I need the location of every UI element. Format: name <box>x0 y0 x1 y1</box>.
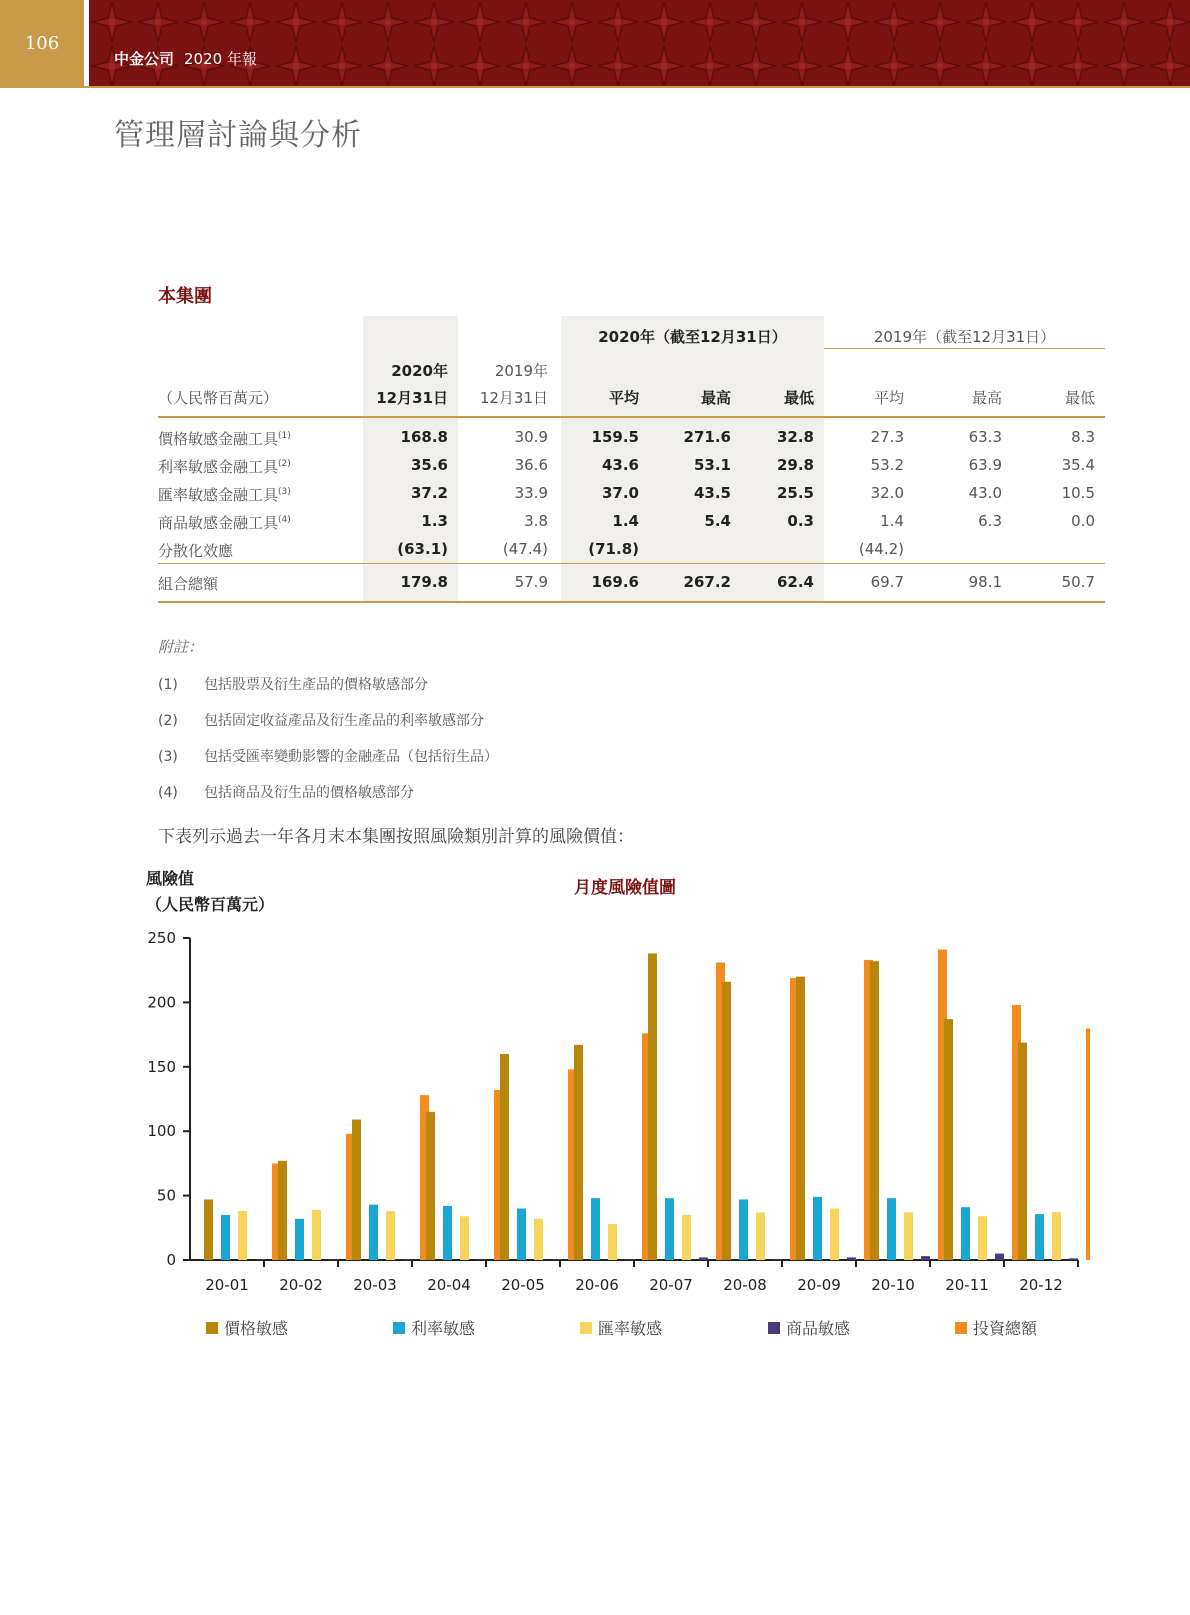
table-cell: 69.7 <box>870 573 904 591</box>
sub-high-2020: 最高 <box>700 389 731 407</box>
table-cell: 43.6 <box>601 456 639 474</box>
table-cell: 169.6 <box>591 573 639 591</box>
table-cell: 0.0 <box>1071 512 1095 530</box>
table-cell: 29.8 <box>776 456 814 474</box>
group-title: 本集團 <box>158 286 212 307</box>
table-cell: 5.4 <box>704 512 731 530</box>
footnote-ref: (4) <box>278 515 291 525</box>
bar <box>739 1199 748 1260</box>
y-tick-label: 250 <box>147 929 176 947</box>
table-cell: 32.8 <box>776 428 814 446</box>
bar <box>1086 1028 1090 1260</box>
bar <box>904 1212 913 1260</box>
table-cell: 179.8 <box>400 573 448 591</box>
bar <box>312 1210 321 1260</box>
table-cell: 168.8 <box>400 428 448 446</box>
x-tick-label: 20-02 <box>279 1276 323 1290</box>
unit-label: （人民幣百萬元） <box>158 389 279 407</box>
x-tick-label: 20-05 <box>501 1276 545 1290</box>
col-2019-line2: 12月31日 <box>479 389 548 407</box>
bar <box>830 1208 839 1260</box>
header-pattern <box>89 0 1190 86</box>
table-cell: 43.0 <box>968 484 1002 502</box>
x-tick-label: 20-09 <box>797 1276 841 1290</box>
footnote-ref: (2) <box>278 459 291 469</box>
bar <box>773 1259 782 1260</box>
bar <box>665 1198 674 1260</box>
footnote-ref: (1) <box>278 431 291 441</box>
bar <box>386 1211 395 1260</box>
table-cell: (63.1) <box>397 540 448 558</box>
bar <box>1069 1258 1078 1260</box>
note-item <box>158 746 498 766</box>
row-label: 利率敏感金融工具$^{(2)}$ <box>158 458 291 476</box>
note-text: 包括股票及衍生產品的價格敏感部分 <box>204 677 428 693</box>
legend-item <box>955 1316 1037 1339</box>
y-tick-label: 100 <box>147 1122 176 1141</box>
bar <box>1035 1214 1044 1260</box>
table-cell: 10.5 <box>1061 484 1095 502</box>
table-cell: 37.0 <box>601 484 639 502</box>
x-tick-label: 20-12 <box>1019 1276 1063 1290</box>
table-cell: 159.5 <box>591 428 639 446</box>
y-tick-label: 0 <box>166 1251 176 1269</box>
header-gold-line <box>0 86 1190 88</box>
chart-ylabel-line1: 風險值 <box>146 869 195 888</box>
bar <box>329 1259 338 1260</box>
bar <box>978 1216 987 1260</box>
table-cell: 271.6 <box>683 428 731 446</box>
legend-item <box>393 1316 475 1339</box>
note-text: 包括固定收益產品及衍生產品的利率敏感部分 <box>204 713 484 729</box>
chart-ylabel <box>146 866 274 918</box>
bar <box>477 1259 486 1260</box>
legend-label: 商品敏感 <box>786 1319 851 1338</box>
x-tick-label: 20-04 <box>427 1276 471 1290</box>
table-cell: 25.5 <box>776 484 814 502</box>
legend-label: 匯率敏感 <box>598 1319 663 1338</box>
row-label: 匯率敏感金融工具$^{(3)}$ <box>158 486 291 504</box>
bar-chart <box>130 920 1090 1290</box>
x-tick-label: 20-10 <box>871 1276 915 1290</box>
y-tick-label: 200 <box>147 993 176 1012</box>
company-name: 中金公司 <box>114 50 175 68</box>
table-cell: 50.7 <box>1061 573 1095 591</box>
row-label: 商品敏感金融工具$^{(4)}$ <box>158 514 291 532</box>
table-cell: 53.2 <box>870 456 904 474</box>
bar <box>238 1211 247 1260</box>
bar <box>443 1206 452 1260</box>
bar <box>517 1208 526 1260</box>
legend-item <box>206 1316 288 1339</box>
row-label: 分散化效應 <box>158 542 234 560</box>
note-num: (4) <box>158 785 178 801</box>
bar <box>682 1215 691 1260</box>
chart-ylabel-line2: （人民幣百萬元） <box>146 895 275 914</box>
bar <box>648 953 657 1260</box>
table-cell: 35.6 <box>410 456 448 474</box>
table-cell: 6.3 <box>978 512 1002 530</box>
legend-swatch <box>768 1322 780 1334</box>
bar <box>403 1259 412 1260</box>
sub-avg-2020: 平均 <box>608 389 639 407</box>
legend-label: 價格敏感 <box>224 1319 289 1338</box>
bar <box>699 1257 708 1260</box>
col-2020-line1: 2020年 <box>391 362 448 380</box>
x-tick-label: 20-06 <box>575 1276 619 1290</box>
bar <box>460 1216 469 1260</box>
table-cell: 43.5 <box>693 484 731 502</box>
sub-avg-2019: 平均 <box>873 389 904 407</box>
group-2020-header: 2020年（截至12月31日） <box>598 328 787 346</box>
note-item <box>158 782 414 802</box>
table-cell: (44.2) <box>858 540 904 558</box>
sub-high-2019: 最高 <box>971 389 1002 407</box>
total-rule-top <box>158 563 1105 564</box>
bar <box>1018 1043 1027 1260</box>
bar <box>295 1219 304 1260</box>
bar <box>204 1199 213 1260</box>
bar <box>426 1112 435 1260</box>
total-rule-bottom <box>158 601 1105 603</box>
bar <box>551 1259 560 1260</box>
table-cell: 0.3 <box>787 512 814 530</box>
section-title: 管理層討論與分析 <box>114 118 362 153</box>
note-num: (3) <box>158 749 178 765</box>
footnote-ref: (3) <box>278 487 291 497</box>
table-cell: 98.1 <box>968 573 1002 591</box>
table-cell: 8.3 <box>1071 428 1095 446</box>
bar <box>221 1215 230 1260</box>
bar <box>352 1120 361 1260</box>
x-tick-label: 20-01 <box>205 1276 249 1290</box>
header-rule <box>158 416 1105 418</box>
table-cell: 63.3 <box>968 428 1002 446</box>
bar <box>534 1219 543 1260</box>
legend-swatch <box>580 1322 592 1334</box>
table-cell: 53.1 <box>693 456 731 474</box>
bar <box>255 1259 264 1260</box>
table-cell: 1.4 <box>880 512 904 530</box>
bar <box>591 1198 600 1260</box>
bar <box>961 1207 970 1260</box>
table-cell: (71.8) <box>588 540 639 558</box>
note-num: (1) <box>158 677 178 693</box>
note-item <box>158 674 428 694</box>
table-cell: 30.9 <box>514 428 548 446</box>
table-cell: 267.2 <box>683 573 731 591</box>
report-name: 2020 年報 <box>184 50 257 68</box>
bar <box>944 1019 953 1260</box>
bar <box>500 1054 509 1260</box>
header-pattern-band <box>89 0 1190 86</box>
bar <box>574 1045 583 1260</box>
page-number: 106 <box>0 0 84 86</box>
table-cell: 27.3 <box>870 428 904 446</box>
bar <box>608 1224 617 1260</box>
legend-item <box>768 1316 850 1339</box>
row-label: 價格敏感金融工具$^{(1)}$ <box>158 430 291 448</box>
legend-item <box>580 1316 662 1339</box>
legend-swatch <box>955 1322 967 1334</box>
sub-low-2020: 最低 <box>783 389 814 407</box>
table-cell: 62.4 <box>776 573 814 591</box>
note-text: 包括受匯率變動影響的金融產品（包括衍生品） <box>204 749 498 765</box>
bar <box>756 1212 765 1260</box>
table-cell: 63.9 <box>968 456 1002 474</box>
chart-intro-text: 下表列示過去一年各月末本集團按照風險類別計算的風險價值： <box>158 827 634 847</box>
bar <box>995 1254 1004 1260</box>
table-cell: (47.4) <box>502 540 548 558</box>
legend-label: 利率敏感 <box>411 1319 476 1338</box>
y-tick-label: 150 <box>147 1057 176 1076</box>
table-cell: 1.3 <box>421 512 448 530</box>
col-2020-line2: 12月31日 <box>376 389 448 407</box>
legend-label: 投資總額 <box>973 1319 1038 1338</box>
bar <box>887 1198 896 1260</box>
bar <box>813 1197 822 1260</box>
table-cell: 1.4 <box>612 512 639 530</box>
notes-title: 附註： <box>158 638 204 656</box>
x-tick-label: 20-08 <box>723 1276 767 1290</box>
legend-swatch <box>393 1322 405 1334</box>
table-cell: 36.6 <box>514 456 548 474</box>
legend-swatch <box>206 1322 218 1334</box>
var-table <box>158 316 1105 606</box>
bar <box>625 1259 634 1260</box>
x-tick-label: 20-07 <box>649 1276 693 1290</box>
bar <box>1052 1212 1061 1260</box>
table-cell: 35.4 <box>1061 456 1095 474</box>
note-text: 包括商品及衍生品的價格敏感部分 <box>204 785 414 801</box>
table-cell: 32.0 <box>870 484 904 502</box>
total-row-label: 組合總額 <box>158 575 219 593</box>
table-cell: 37.2 <box>410 484 448 502</box>
note-num: (2) <box>158 713 178 729</box>
x-tick-label: 20-03 <box>353 1276 397 1290</box>
page-header <box>0 0 1190 88</box>
table-cell: 57.9 <box>514 573 548 591</box>
sub-low-2019: 最低 <box>1064 389 1095 407</box>
bar <box>847 1257 856 1260</box>
header-title <box>114 48 257 69</box>
chart-title: 月度風險值圖 <box>574 878 676 898</box>
bar <box>921 1256 930 1260</box>
table-cell: 33.9 <box>514 484 548 502</box>
y-tick-label: 50 <box>156 1186 176 1205</box>
table-cell: 3.8 <box>524 512 548 530</box>
group-2019-rule <box>824 348 1105 349</box>
x-tick-label: 20-11 <box>945 1276 989 1290</box>
bar <box>870 961 879 1260</box>
col-2019-line1: 2019年 <box>494 362 548 380</box>
bar <box>796 977 805 1260</box>
bar <box>278 1161 287 1260</box>
bar <box>369 1205 378 1260</box>
note-item <box>158 710 484 730</box>
group-2019-header: 2019年（截至12月31日） <box>873 328 1056 346</box>
bar <box>722 982 731 1260</box>
